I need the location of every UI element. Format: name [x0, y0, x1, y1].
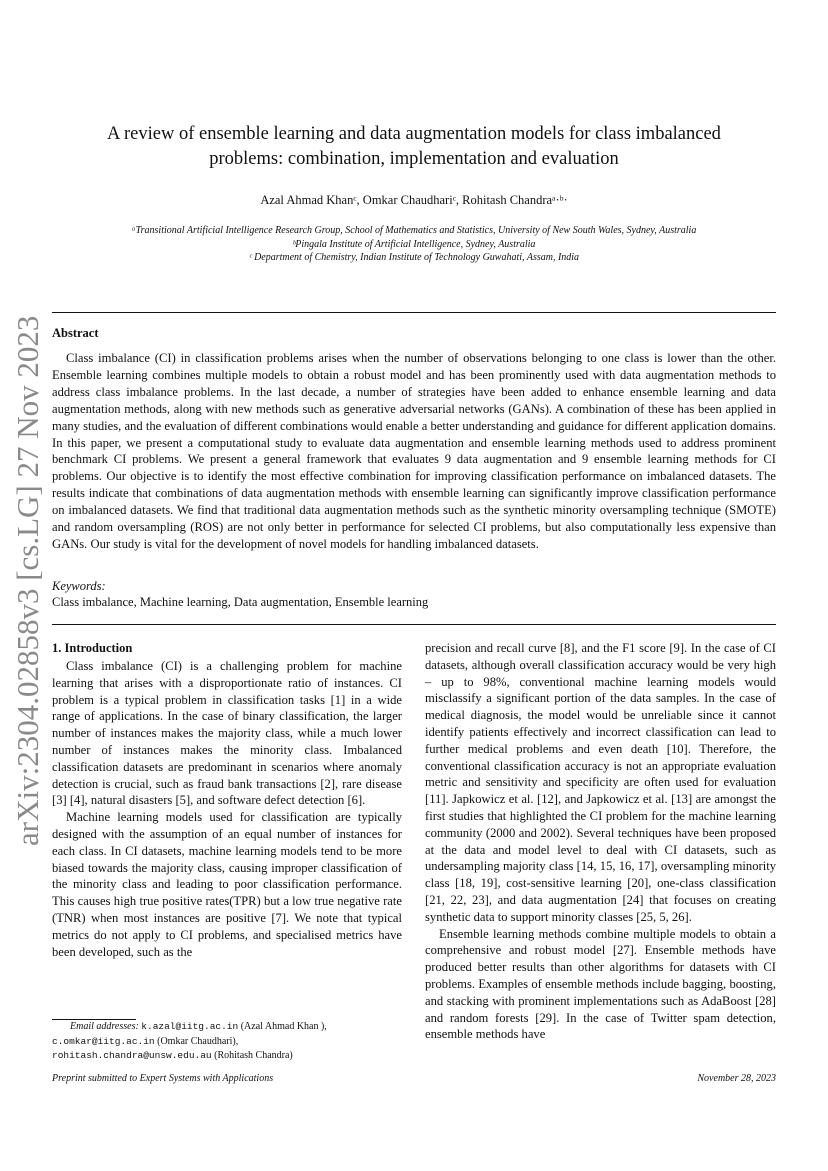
abstract-bottom-rule	[52, 624, 776, 625]
email-link[interactable]: c.omkar@iitg.ac.in	[52, 1035, 155, 1047]
footer-journal: Preprint submitted to Expert Systems with Applications	[52, 1073, 274, 1084]
keywords: Class imbalance, Machine learning, Data augmentation, Ensemble learning	[52, 595, 429, 609]
paragraph: Ensemble learning methods combine multiple models to obtain a comprehensive and robust model [27]. Ensemble methods have produced better results than other algorithms for datasets with CI problems. Examples of ensemble methods include bagging, boosting, and stacking with prominent implementations such as AdaBoost [28] and random forests [29]. In the case of Twitter spam detection, ensemble methods have	[425, 926, 776, 1042]
footer-date: November 28, 2023	[697, 1073, 776, 1084]
email-link[interactable]: rohitash.chandra@unsw.edu.au	[52, 1050, 212, 1061]
affiliation-b: ᵇPingala Institute of Artificial Intelligence, Sydney, Australia	[292, 238, 536, 250]
affiliation-a: ᵃTransitional Artificial Intelligence Research Group, School of Mathematics and Statistics, University of New South Wales, Sydney, Australia	[131, 225, 697, 236]
arxiv-stamp: arXiv:2304.02858v3 [cs.LG] 27 Nov 2023	[10, 315, 45, 846]
abstract-text: Class imbalance (CI) in classification problems arises when the number of observations belonging to one class is lower than the other. Ensemble learning combines multiple models to obtain a robust model and has been prominently used with data augmentation methods to address class imbalance problems. In the last decade, a number of strategies have been added to enhance ensemble learning and data augmentation methods, along with new methods such as generative adversarial networks (GANs). A combination of these has been applied in many studies, and the evaluation of different combinations would enable a better understanding and guidance for different application domains. In this paper, we present a computational study to evaluate data augmentation and ensemble learning methods used to address prominent benchmark CI problems. We present a general framework that evaluates 9 data augmentation and 9 ensemble learning methods for CI problems. Our objective is to identify the most effective combination for improving classification performance on imbalanced datasets. The results indicate that combinations of data augmentation methods with ensemble learning can significantly improve classification performance on imbalanced datasets. We find that traditional data augmentation methods such as the synthetic minority oversampling technique (SMOTE) and random oversampling (ROS) are not only better in performance for selected CI problems, but also computationally less expensive than GANs. Our study is vital for the development of novel models for handling imbalanced datasets.	[52, 351, 776, 551]
title-line-1: A review of ensemble learning and data augmentation models for class imbalanced	[107, 124, 721, 144]
title-line-2: problems: combination, implementation and evaluation	[209, 149, 619, 169]
abstract-heading: Abstract	[52, 326, 99, 340]
footnote-label: Email addresses:	[70, 1021, 139, 1032]
paragraph: precision and recall curve [8], and the F1 score [9]. In the case of CI datasets, although overall classification accuracy would be very high – up to 98%, conventional machine learning models would misclassify a significant portion of the data samples. In the case of medical diagnosis, the model would be unreliable since it cannot identify patients effectively and incorrect classification can lead to further medical problems and even death [10]. Therefore, the conventional classification accuracy is not an appropriate evaluation metric and sensitivity and specificity are often used for evaluation [11]. Japkowicz et al. [12], and Japkowicz et al. [13] are amongst the first studies that highlighted the CI problem for the machine learning community (2000 and 2002). Several techniques have been proposed at the data and model level to deal with CI datasets, such as undersampling majority class [14, 15, 16, 17], oversampling minority class [18, 19], cost-sensitive learning [20], one-class classification [21, 22, 23], and data augmentation [24] that focuses on creating synthetic data to support minority classes [25, 5, 26].	[425, 641, 776, 924]
affiliations	[0, 224, 828, 265]
paper-title	[60, 122, 768, 172]
paragraph: Machine learning models used for classification are typically designed with the assumption of an equal number of instances for each class. In CI datasets, machine learning models tend to be more biased towards the majority class, causing improper classification of the minority class and leading to poor classification performance. This causes high true positive rates(TPR) but a low true negative rate (TNR) when most instances are positive [7]. We note that typical metrics do not apply to CI problems, and specialised metrics have been developed, such as the	[52, 810, 402, 959]
authors: Azal Ahmad Khanᶜ, Omkar Chaudhariᶜ, Rohitash Chandraᵃ·ᵇ·	[260, 193, 568, 207]
email-link[interactable]: k.azal@iitg.ac.in	[141, 1021, 239, 1032]
left-column	[52, 658, 402, 960]
footnote-name: (Rohitash Chandra)	[214, 1050, 293, 1061]
abstract-top-rule	[52, 312, 776, 313]
section-heading: 1. Introduction	[52, 641, 133, 655]
paragraph: Class imbalance (CI) is a challenging problem for machine learning that arises with a disproportionate ratio of instances. CI problem is a typical problem in classification tasks [1] in a wide range of applications. In the case of binary classification, the larger number of instances makes the majority class, while a much lower number of instances makes the minority class. Imbalanced classification datasets are predominant in scenarios where anomaly detection is crucial, such as fraud bank transactions [2], rare disease [3] [4], natural disasters [5], and software defect detection [6].	[52, 659, 402, 808]
keywords-label: Keywords:	[52, 579, 106, 593]
affiliation-c: ᶜ Department of Chemistry, Indian Institute of Technology Guwahati, Assam, India	[248, 252, 580, 263]
footnote-name: (Omkar Chaudhari),	[157, 1035, 239, 1047]
footnote-name: (Azal Ahmad Khan ),	[240, 1021, 327, 1032]
right-column	[425, 640, 776, 1043]
footnote	[52, 1020, 412, 1064]
